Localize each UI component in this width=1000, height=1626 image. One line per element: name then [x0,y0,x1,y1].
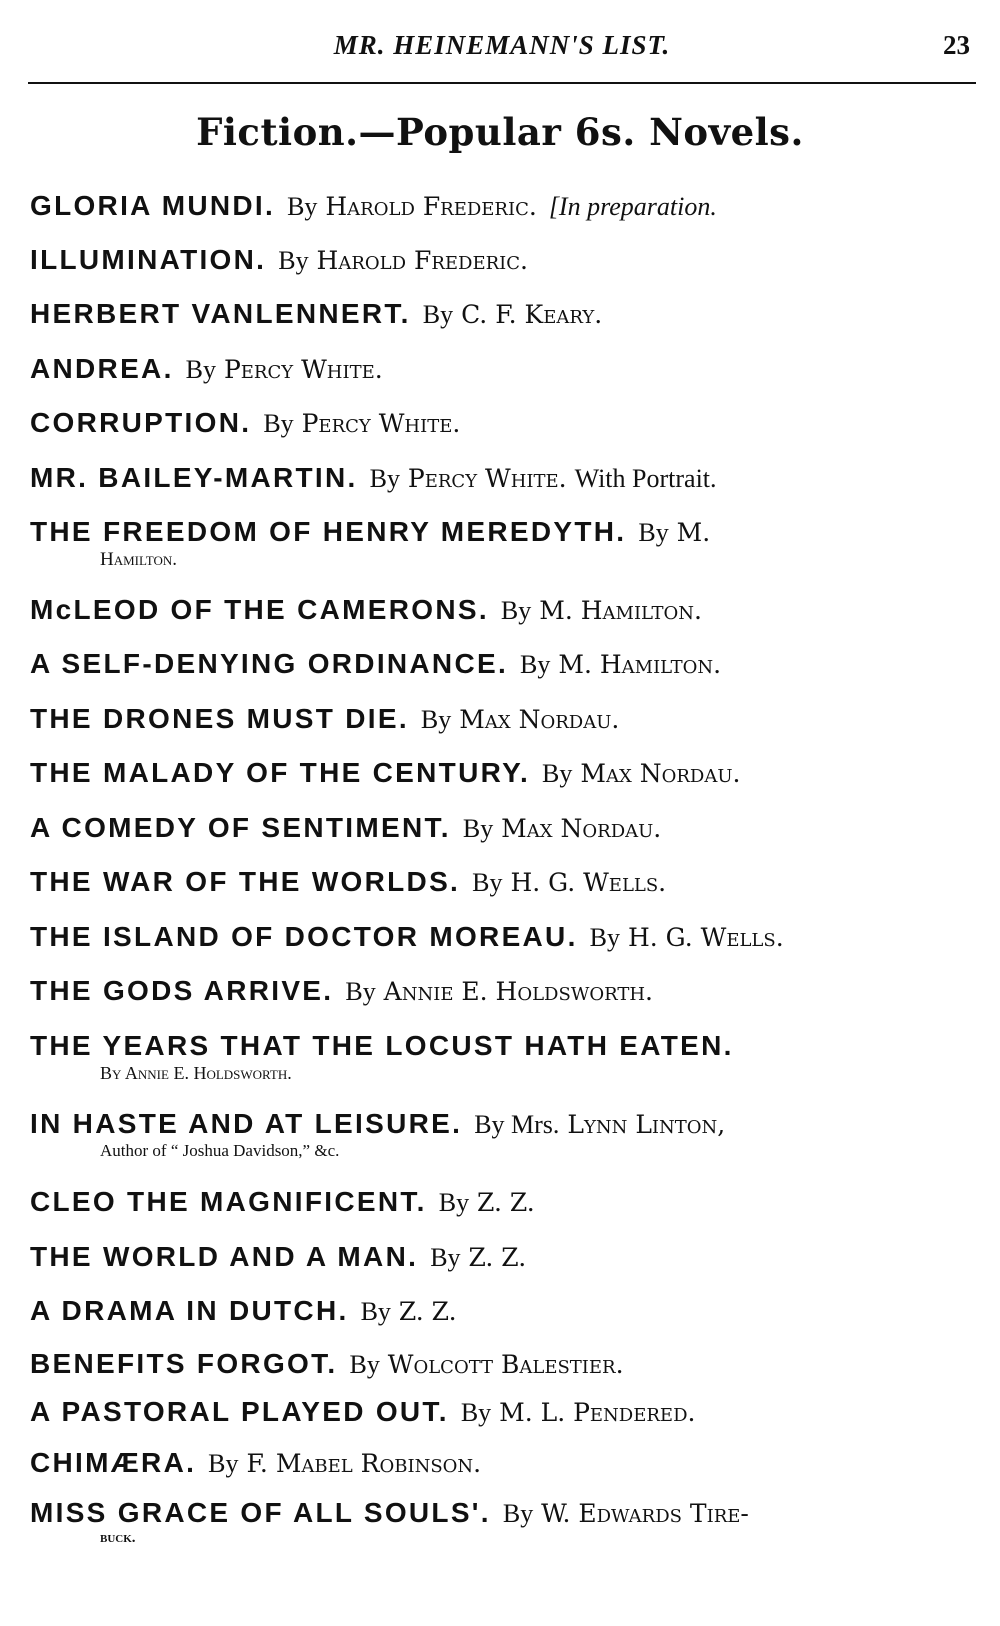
book-continuation: Hamilton. [100,549,177,570]
book-title: THE YEARS THAT THE LOCUST HATH EATEN. [30,1030,734,1061]
book-entry [30,703,980,735]
book-entry [30,1241,980,1273]
book-title: A COMEDY OF SENTIMENT. [30,812,451,843]
book-title: McLEOD OF THE CAMERONS. [30,594,489,625]
book-by: By [502,1499,534,1528]
book-entry [30,407,980,439]
book-title: GLORIA MUNDI. [30,190,276,221]
book-entry [30,516,980,570]
book-by: By [349,1350,380,1379]
book-title: THE ISLAND OF DOCTOR MOREAU. [30,921,578,952]
book-author: Percy White. [407,464,567,493]
book-author: M. [676,518,711,547]
book-author: Harold Frederic. [316,246,528,275]
book-author: Max Nordau. [459,705,620,734]
book-title: A DRAMA IN DUTCH. [30,1295,349,1326]
book-title: MISS GRACE OF ALL SOULS'. [30,1497,491,1528]
book-title: THE WORLD AND A MAN. [30,1241,419,1272]
book-title: IN HASTE AND AT LEISURE. [30,1108,463,1139]
book-by: By [542,759,573,788]
book-author: M. Hamilton. [539,596,702,625]
book-entry [30,1295,980,1327]
book-entry [30,1447,980,1479]
book-title: MR. BAILEY-MARTIN. [30,462,358,493]
book-entry [30,757,980,789]
book-entry [30,1497,980,1546]
book-by: By [420,705,452,734]
section-heading: Fiction.—Popular 6s. Novels. [196,110,804,154]
book-continuation: buck. [100,1530,136,1546]
book-entry [30,594,980,626]
book-title: ILLUMINATION. [30,244,267,275]
book-by: By [438,1188,470,1217]
book-entry [30,353,980,385]
book-title: THE FREEDOM OF HENRY MEREDYTH. [30,516,627,547]
book-title: THE WAR OF THE WORLDS. [30,866,461,897]
book-by: By [369,464,400,493]
book-title: THE GODS ARRIVE. [30,975,334,1006]
book-title: BENEFITS FORGOT. [30,1348,338,1379]
book-author: H. G. Wells. [510,868,667,897]
book-by: By [208,1449,239,1478]
book-continuation: By Annie E. Holdsworth. [100,1063,292,1083]
book-author: Z. Z. [477,1188,535,1217]
book-title: A PASTORAL PLAYED OUT. [30,1396,449,1427]
book-author: Z. Z. [468,1243,527,1272]
book-by: By [278,246,309,275]
book-author: M. Hamilton. [558,650,722,679]
book-author: F. Mabel Robinson. [246,1449,482,1478]
book-by: By [500,596,532,625]
book-entry [30,648,980,680]
book-author: Z. Z. [398,1297,457,1326]
book-author: Lynn Linton, [567,1110,726,1139]
running-title: MR. HEINEMANN'S LIST. [333,30,671,60]
book-title: CLEO THE MAGNIFICENT. [30,1186,427,1217]
book-by: By [360,1297,391,1326]
page-number: 23 [943,30,970,60]
book-title: CORRUPTION. [30,407,252,438]
book-author: H. G. Wells. [627,923,784,952]
book-by: By [520,650,551,679]
book-by: By [460,1398,492,1427]
book-by: By [638,518,669,547]
book-entry [30,975,980,1007]
book-author: Max Nordau. [501,814,662,843]
book-title: THE MALADY OF THE CENTURY. [30,757,531,788]
book-title: THE DRONES MUST DIE. [30,703,409,734]
book-by: By [263,409,294,438]
book-author: Harold Frederic. [325,192,537,221]
book-author: Wolcott Balestier. [387,1350,624,1379]
book-author: M. L. Pendered. [499,1398,696,1427]
book-author: Max Nordau. [580,759,741,788]
book-author: Percy White. [301,409,461,438]
book-entry [30,1396,980,1428]
book-title: ANDREA. [30,353,174,384]
book-note: With Portrait. [574,464,717,493]
book-entry [30,1186,980,1218]
book-by: By [462,814,494,843]
book-by: By [589,923,621,952]
book-title: CHIMÆRA. [30,1447,197,1478]
book-by: By [422,300,454,329]
page-header [28,24,976,84]
book-author: C. F. Keary. [461,300,603,329]
book-continuation: Author of “ Joshua Davidson,” &c. [100,1141,340,1160]
book-by: By [430,1243,461,1272]
book-by: By [345,977,376,1006]
book-entry [30,1030,980,1083]
book-entry [30,921,980,953]
book-by: By [472,868,503,897]
book-entry [30,1108,980,1160]
book-entry [30,1348,980,1380]
book-entry [30,244,980,276]
book-by: By [287,192,318,221]
book-entry [30,462,980,494]
book-author: Annie E. Holdsworth. [383,977,653,1006]
book-by: By Mrs. [474,1110,560,1139]
book-by: By [185,355,217,384]
book-entry [30,866,980,898]
book-author: Percy White. [223,355,383,384]
book-note: [In preparation. [548,192,717,221]
book-entry [30,190,980,222]
book-title: A SELF-DENYING ORDINANCE. [30,648,509,679]
book-entry [30,298,980,330]
book-entry [30,812,980,844]
book-title: HERBERT VANLENNERT. [30,298,411,329]
book-author: W. Edwards Tire- [541,1499,749,1528]
